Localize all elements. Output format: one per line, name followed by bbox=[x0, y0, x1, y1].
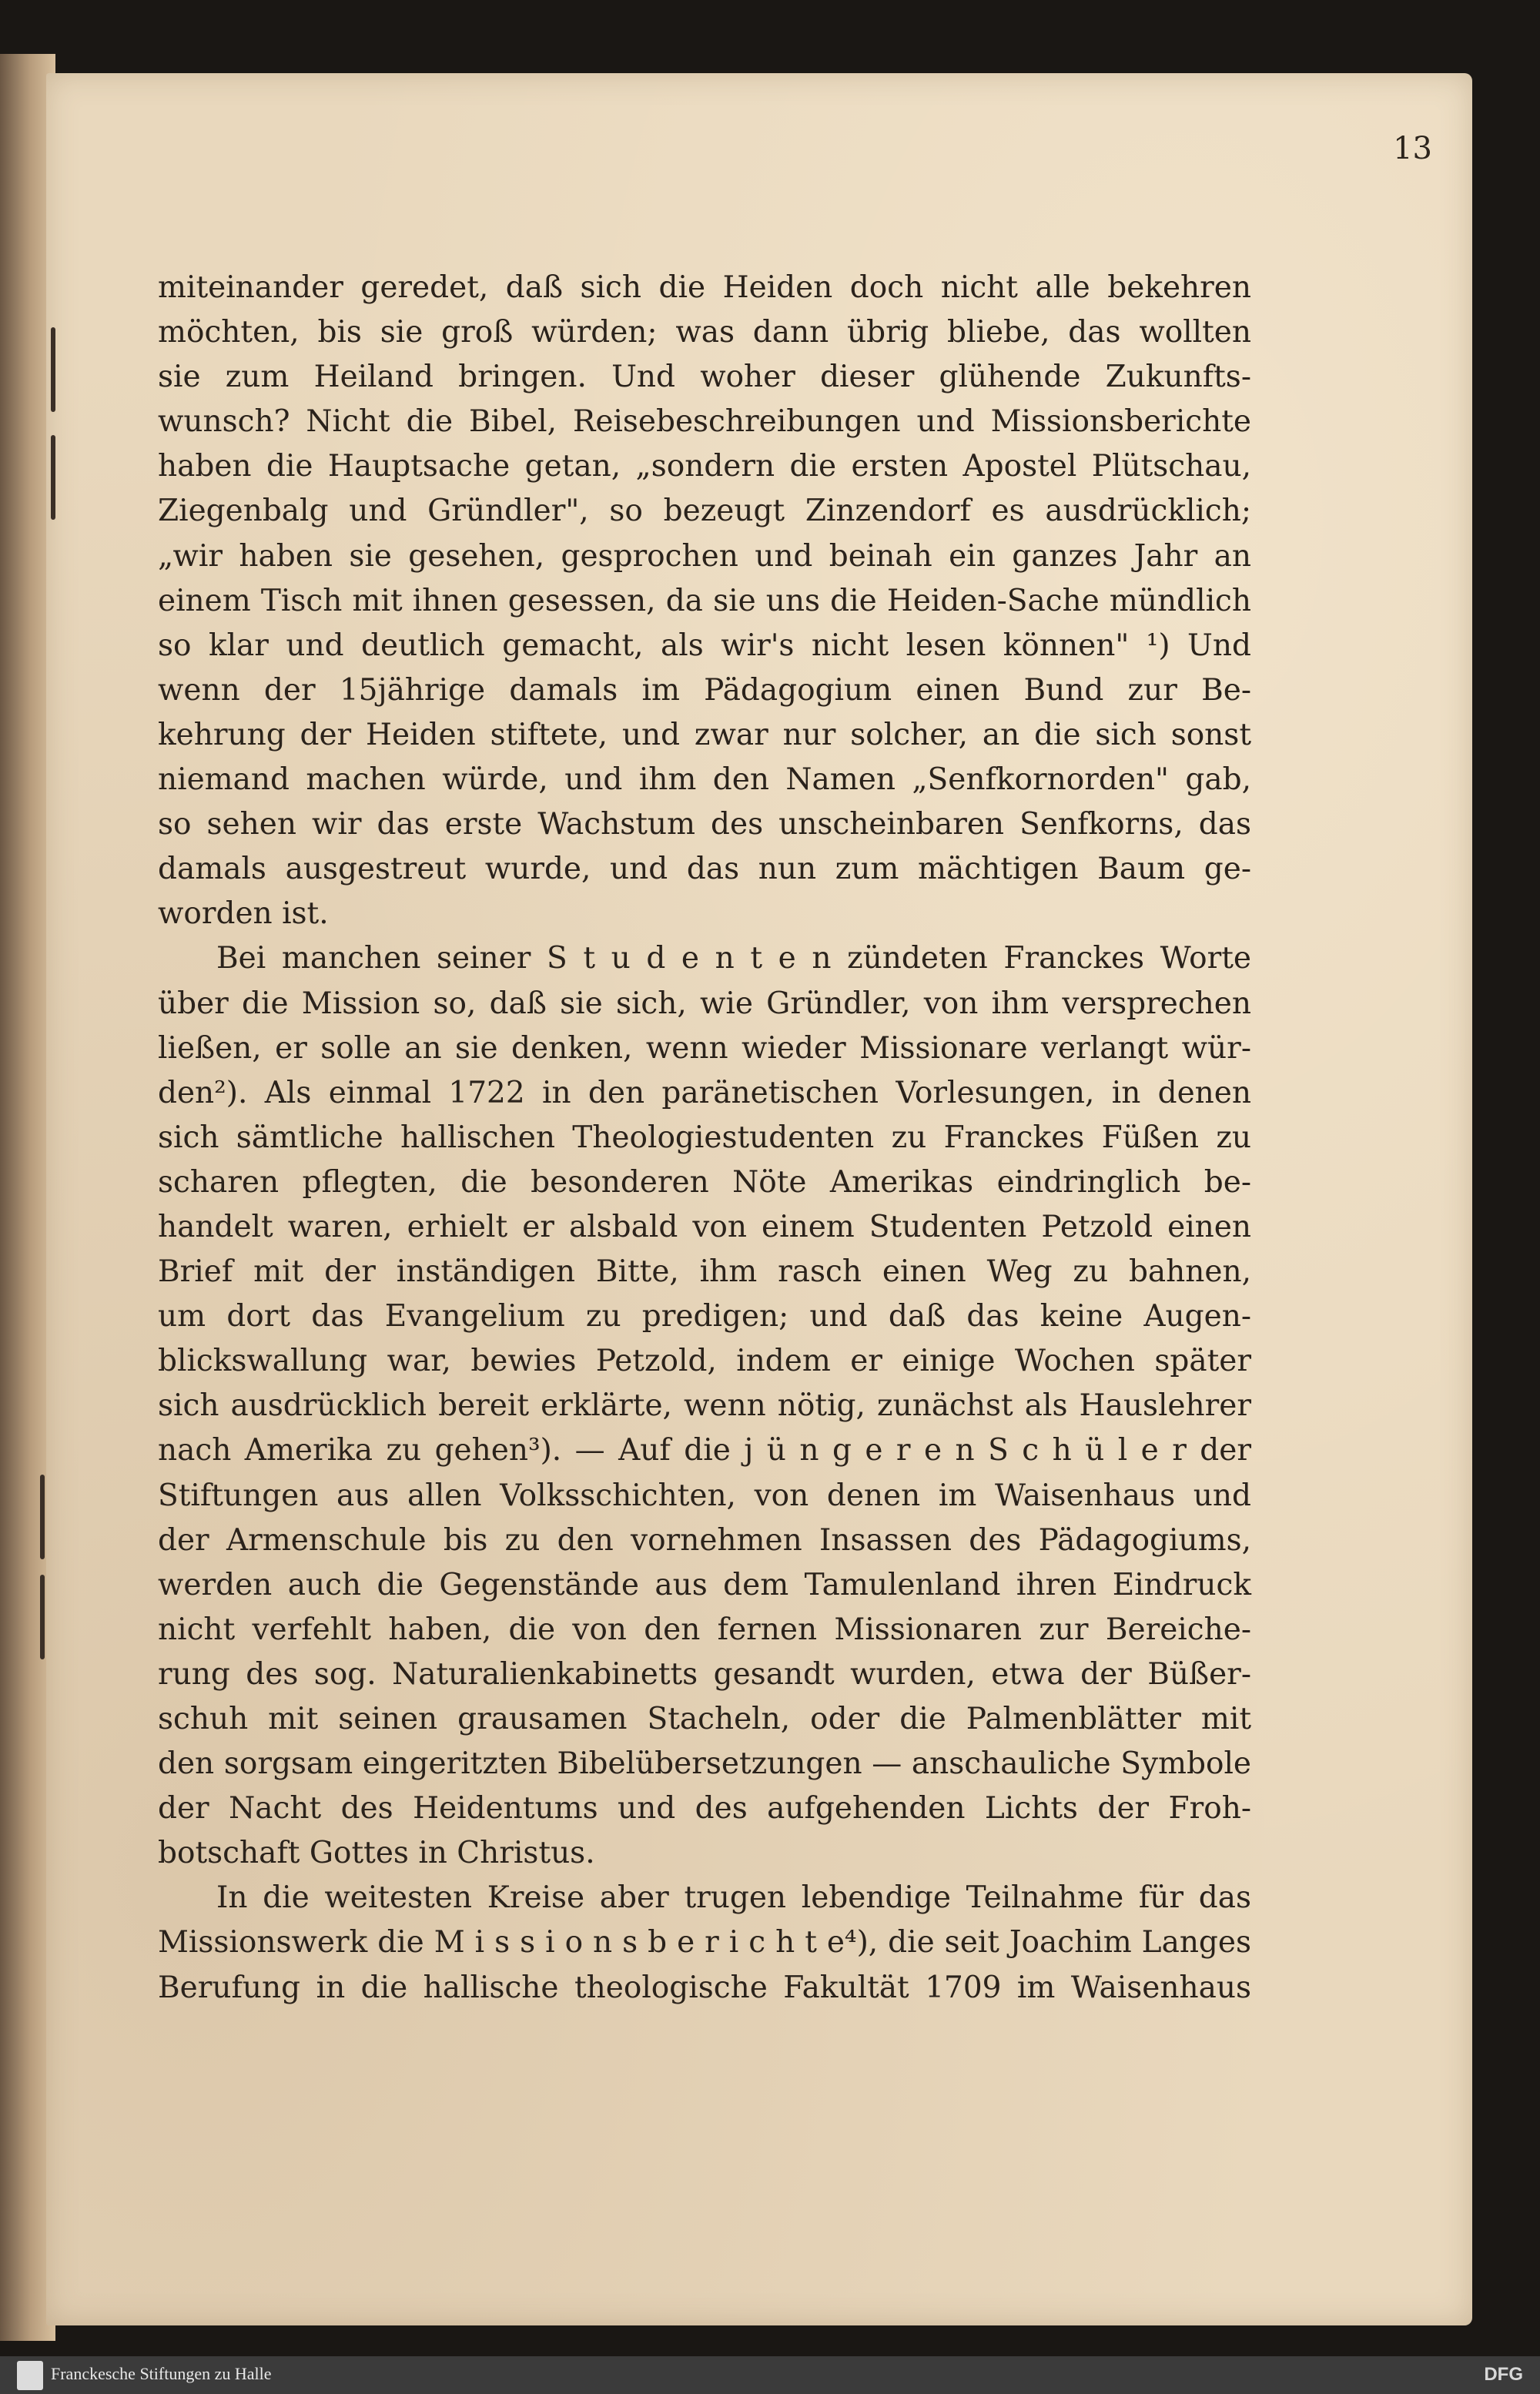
text-line: sich ausdrücklich bereit erklärte, wenn nötig, zunächst als Hauslehrer bbox=[158, 1388, 1251, 1424]
text-line: Missionswerk die M i s s i o n s b e r i c h t e⁴), die seit Joachim Langes bbox=[158, 1925, 1251, 1960]
viewer-footer bbox=[0, 2356, 1540, 2394]
text-line: den²). Als einmal 1722 in den paränetischen Vorlesungen, in denen bbox=[158, 1075, 1251, 1110]
page-number: 13 bbox=[1393, 131, 1432, 166]
text-line: den sorgsam eingeritzten Bibelübersetzungen — anschauliche Symbole bbox=[158, 1746, 1251, 1782]
dfg-logo: DFG bbox=[1484, 2364, 1523, 2385]
text-line: der Armenschule bis zu den vornehmen Insassen des Pädagogiums, bbox=[158, 1522, 1251, 1558]
institution-name: Franckesche Stiftungen zu Halle bbox=[51, 2364, 272, 2383]
binding-stitch bbox=[51, 435, 55, 520]
text-line: miteinander geredet, daß sich die Heiden doch nicht alle bekehren bbox=[158, 270, 1251, 305]
text-line: Stiftungen aus allen Volksschichten, von denen im Waisenhaus und bbox=[158, 1478, 1251, 1513]
text-line: wenn der 15jährige damals im Pädagogium einen Bund zur Be- bbox=[158, 672, 1251, 708]
text-line: nach Amerika zu gehen³). — Auf die j ü n g e r e n S c h ü l e r der bbox=[158, 1433, 1251, 1468]
text-line: einem Tisch mit ihnen gesessen, da sie uns die Heiden-Sache mündlich bbox=[158, 583, 1251, 618]
text-line: so sehen wir das erste Wachstum des unscheinbaren Senfkorns, das bbox=[158, 807, 1251, 842]
text-line: Ziegenbalg und Gründler", so bezeugt Zinzendorf es ausdrücklich; bbox=[158, 494, 1251, 529]
text-line: „wir haben sie gesehen, gesprochen und beinah ein ganzes Jahr an bbox=[158, 538, 1251, 574]
text-line: Bei manchen seiner S t u d e n t e n zündeten Franckes Worte bbox=[216, 941, 1251, 976]
text-line: sie zum Heiland bringen. Und woher dieser glühende Zukunfts- bbox=[158, 360, 1251, 395]
text-line: scharen pflegten, die besonderen Nöte Amerikas eindringlich be- bbox=[158, 1164, 1251, 1200]
text-line: worden ist. bbox=[158, 896, 329, 932]
text-line: wunsch? Nicht die Bibel, Reisebeschreibungen und Missionsberichte bbox=[158, 404, 1251, 440]
text-line: sich sämtliche hallischen Theologiestudenten zu Franckes Füßen zu bbox=[158, 1120, 1251, 1155]
text-line: schuh mit seinen grausamen Stacheln, oder die Palmenblätter mit bbox=[158, 1702, 1251, 1736]
text-line: blickswallung war, bewies Petzold, indem er einige Wochen später bbox=[158, 1344, 1251, 1379]
body-text bbox=[158, 266, 1251, 2011]
text-line: handelt waren, erhielt er alsbald von einem Studenten Petzold einen bbox=[158, 1209, 1251, 1244]
text-line: Berufung in die hallische theologische Fakultät 1709 im Waisenhaus bbox=[158, 1970, 1251, 2005]
binding-stitch bbox=[40, 1475, 45, 1559]
text-line: botschaft Gottes in Christus. bbox=[158, 1836, 595, 1871]
text-line: nicht verfehlt haben, die von den fernen Missionaren zur Bereiche- bbox=[158, 1612, 1251, 1647]
text-line: niemand machen würde, und ihm den Namen „Senfkornorden" gab, bbox=[158, 762, 1251, 798]
text-line: werden auch die Gegenstände aus dem Tamulenland ihren Eindruck bbox=[158, 1567, 1251, 1602]
text-line: In die weitesten Kreise aber trugen lebendige Teilnahme für das bbox=[216, 1880, 1251, 1916]
text-line: der Nacht des Heidentums und des aufgehenden Lichts der Froh- bbox=[158, 1791, 1251, 1826]
text-line: kehrung der Heiden stiftete, und zwar nur solcher, an die sich sonst bbox=[158, 717, 1251, 752]
text-line: um dort das Evangelium zu predigen; und daß das keine Augen- bbox=[158, 1299, 1251, 1334]
institution-logo-icon bbox=[17, 2361, 43, 2390]
binding-stitch bbox=[40, 1575, 45, 1659]
text-line: so klar und deutlich gemacht, als wir's nicht lesen können" ¹) Und bbox=[158, 628, 1251, 663]
text-line: rung des sog. Naturalienkabinetts gesandt wurden, etwa der Büßer- bbox=[158, 1656, 1251, 1692]
text-line: ließen, er solle an sie denken, wenn wieder Missionare verlangt wür- bbox=[158, 1030, 1251, 1066]
text-line: möchten, bis sie groß würden; was dann übrig bliebe, das wollten bbox=[158, 315, 1251, 350]
text-line: damals ausgestreut wurde, und das nun zum mächtigen Baum ge- bbox=[158, 852, 1251, 887]
text-line: über die Mission so, daß sie sich, wie Gründler, von ihm versprechen bbox=[158, 986, 1251, 1021]
text-line: haben die Hauptsache getan, „sondern die ersten Apostel Plütschau, bbox=[158, 449, 1251, 484]
text-line: Brief mit der inständigen Bitte, ihm rasch einen Weg zu bahnen, bbox=[158, 1254, 1251, 1290]
binding-stitch bbox=[51, 327, 55, 412]
